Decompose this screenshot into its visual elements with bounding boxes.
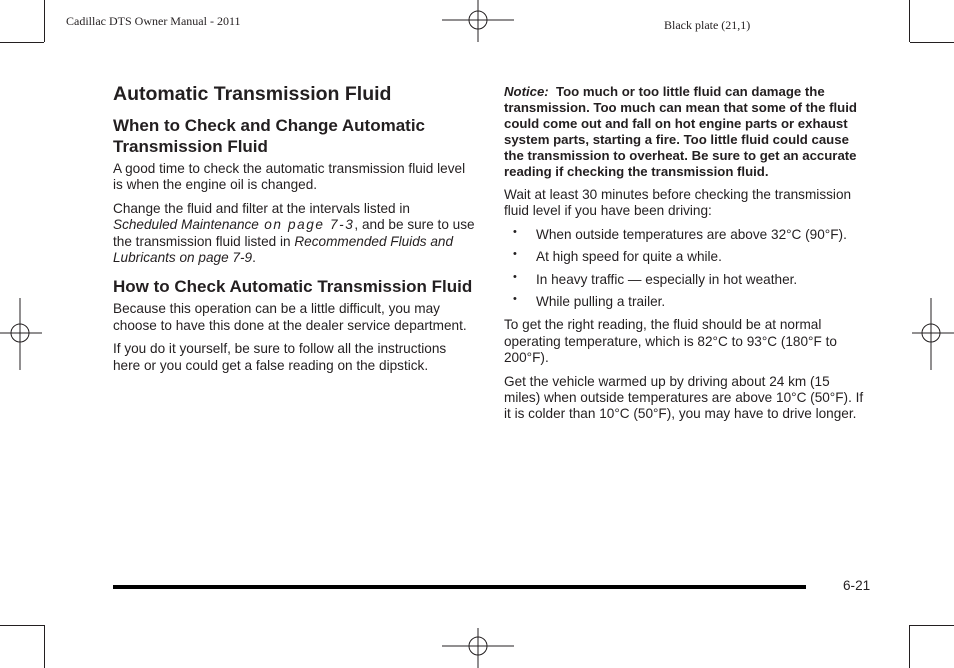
paragraph: Get the vehicle warmed up by driving about 24 km (15 miles) when outside temperatures are above 10°C (50°F). If it is colder than 10°C (50°F), you may have to drive longer. bbox=[504, 373, 864, 422]
crop-mark bbox=[909, 0, 910, 42]
bullet-icon: • bbox=[513, 225, 517, 238]
registration-mark-bottom bbox=[442, 626, 514, 668]
link-recommended-fluids[interactable]: Recommended Fluids and Lubricants on page 7-9 bbox=[113, 233, 454, 266]
list-item: • At high speed for quite a while. bbox=[513, 248, 722, 265]
section-heading-how: How to Check Automatic Transmission Fluid bbox=[113, 277, 473, 297]
manual-title: Cadillac DTS Owner Manual - 2011 bbox=[66, 14, 241, 28]
paragraph: Because this operation can be a little difficult, you may choose to have this done at the dealer service department. bbox=[113, 301, 467, 333]
bullet-icon: • bbox=[513, 293, 517, 306]
conditions-list bbox=[504, 227, 866, 311]
page-number: 6-21 bbox=[843, 578, 871, 593]
crop-mark bbox=[44, 625, 45, 668]
notice: Notice: Too much or too little fluid can damage the transmission. Too much can mean that some of the fluid could come out and fall on hot engine parts or exhaust system parts, starting a fire. Too little fluid could cause the transmission to overheat. Be sure to get an accurate reading if checking the transmission fluid. bbox=[504, 84, 857, 179]
list-item: • When outside temperatures are above 32°C (90°F). bbox=[513, 225, 847, 242]
right-column bbox=[504, 84, 866, 430]
registration-mark-top bbox=[442, 0, 514, 44]
paragraph: Wait at least 30 minutes before checking the transmission fluid level if you have been driving: bbox=[504, 187, 852, 219]
list-item: • While pulling a trailer. bbox=[513, 293, 666, 310]
left-column bbox=[113, 82, 476, 381]
crop-mark bbox=[909, 625, 910, 668]
registration-mark-left bbox=[0, 298, 44, 370]
page-title: Automatic Transmission Fluid bbox=[113, 83, 392, 105]
notice-label: Notice: bbox=[504, 84, 549, 99]
crop-mark bbox=[0, 625, 44, 626]
footer-rule bbox=[113, 585, 806, 589]
paragraph: A good time to check the automatic transmission fluid level is when the engine oil is changed. bbox=[113, 161, 466, 193]
section-heading-when: When to Check and Change Automatic Transmission Fluid bbox=[113, 116, 426, 156]
paragraph: To get the right reading, the fluid should be at normal operating temperature, which is 82°C to 93°C (180°F to 200°F). bbox=[504, 317, 837, 366]
list-item: • In heavy traffic — especially in hot weather. bbox=[513, 270, 798, 287]
link-scheduled-maintenance[interactable]: Scheduled Maintenance on page 7-3 bbox=[113, 217, 355, 233]
crop-mark bbox=[910, 625, 954, 626]
plate-label: Black plate (21,1) bbox=[664, 18, 751, 32]
crop-mark bbox=[0, 42, 44, 43]
crop-mark bbox=[910, 42, 954, 43]
crop-mark bbox=[44, 0, 45, 42]
paragraph-intervals: Change the fluid and filter at the intervals listed in Scheduled Maintenance on page 7-3, and be sure to use the transmission fluid listed in Recommended Fluids and Lubricants on page 7-9. bbox=[113, 200, 475, 266]
registration-mark-right bbox=[910, 298, 954, 370]
bullet-icon: • bbox=[513, 248, 517, 261]
paragraph: If you do it yourself, be sure to follow all the instructions here or you could get a false reading on the dipstick. bbox=[113, 341, 447, 373]
bullet-icon: • bbox=[513, 270, 517, 283]
